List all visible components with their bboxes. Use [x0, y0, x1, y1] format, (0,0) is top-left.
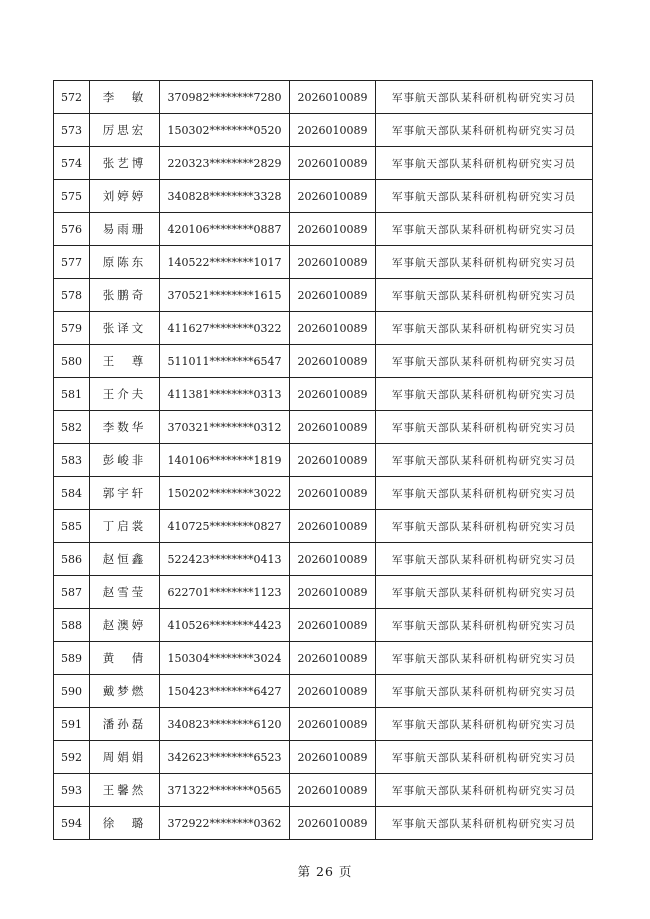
exam-code-cell: 2026010089 — [290, 147, 376, 180]
row-number-cell: 580 — [54, 345, 90, 378]
id-number-cell: 150302********0520 — [160, 114, 290, 147]
row-number-cell: 575 — [54, 180, 90, 213]
row-number-cell: 593 — [54, 774, 90, 807]
position-cell: 军事航天部队某科研机构研究实习员 — [376, 246, 593, 279]
position-cell: 军事航天部队某科研机构研究实习员 — [376, 576, 593, 609]
row-number-cell: 592 — [54, 741, 90, 774]
row-number-cell: 574 — [54, 147, 90, 180]
name-cell: 刘婷婷 — [90, 180, 160, 213]
exam-code-cell: 2026010089 — [290, 510, 376, 543]
exam-code-cell: 2026010089 — [290, 675, 376, 708]
row-number-cell: 581 — [54, 378, 90, 411]
id-number-cell: 411381********0313 — [160, 378, 290, 411]
exam-code-cell: 2026010089 — [290, 411, 376, 444]
table-row — [54, 81, 593, 114]
name-cell: 戴梦燃 — [90, 675, 160, 708]
table-row — [54, 708, 593, 741]
exam-code-cell: 2026010089 — [290, 708, 376, 741]
name-cell: 李 敏 — [90, 81, 160, 114]
id-number-cell: 370982********7280 — [160, 81, 290, 114]
row-number-cell: 579 — [54, 312, 90, 345]
row-number-cell: 586 — [54, 543, 90, 576]
row-number-cell: 578 — [54, 279, 90, 312]
position-cell: 军事航天部队某科研机构研究实习员 — [376, 675, 593, 708]
id-number-cell: 340823********6120 — [160, 708, 290, 741]
row-number-cell: 576 — [54, 213, 90, 246]
row-number-cell: 594 — [54, 807, 90, 840]
exam-code-cell: 2026010089 — [290, 246, 376, 279]
table-row — [54, 675, 593, 708]
row-number-cell: 577 — [54, 246, 90, 279]
name-cell: 郭宇轩 — [90, 477, 160, 510]
position-cell: 军事航天部队某科研机构研究实习员 — [376, 708, 593, 741]
exam-code-cell: 2026010089 — [290, 312, 376, 345]
id-number-cell: 522423********0413 — [160, 543, 290, 576]
exam-code-cell: 2026010089 — [290, 213, 376, 246]
exam-code-cell: 2026010089 — [290, 81, 376, 114]
id-number-cell: 410526********4423 — [160, 609, 290, 642]
row-number-cell: 590 — [54, 675, 90, 708]
row-number-cell: 583 — [54, 444, 90, 477]
exam-code-cell: 2026010089 — [290, 543, 376, 576]
id-number-cell: 342623********6523 — [160, 741, 290, 774]
position-cell: 军事航天部队某科研机构研究实习员 — [376, 279, 593, 312]
exam-code-cell: 2026010089 — [290, 774, 376, 807]
position-cell: 军事航天部队某科研机构研究实习员 — [376, 774, 593, 807]
id-number-cell: 420106********0887 — [160, 213, 290, 246]
id-number-cell: 220323********2829 — [160, 147, 290, 180]
table-row — [54, 180, 593, 213]
page-number: 第 26 页 — [297, 864, 353, 879]
name-cell: 赵雪莹 — [90, 576, 160, 609]
row-number-cell: 582 — [54, 411, 90, 444]
table-row — [54, 312, 593, 345]
id-number-cell: 370321********0312 — [160, 411, 290, 444]
position-cell: 军事航天部队某科研机构研究实习员 — [376, 411, 593, 444]
exam-code-cell: 2026010089 — [290, 378, 376, 411]
exam-code-cell: 2026010089 — [290, 345, 376, 378]
table-row — [54, 444, 593, 477]
id-number-cell: 411627********0322 — [160, 312, 290, 345]
position-cell: 军事航天部队某科研机构研究实习员 — [376, 345, 593, 378]
name-cell: 赵澳婷 — [90, 609, 160, 642]
position-cell: 军事航天部队某科研机构研究实习员 — [376, 477, 593, 510]
row-number-cell: 587 — [54, 576, 90, 609]
name-cell: 黄 倩 — [90, 642, 160, 675]
id-number-cell: 511011********6547 — [160, 345, 290, 378]
roster-table-body — [54, 81, 593, 840]
position-cell: 军事航天部队某科研机构研究实习员 — [376, 543, 593, 576]
row-number-cell: 585 — [54, 510, 90, 543]
position-cell: 军事航天部队某科研机构研究实习员 — [376, 807, 593, 840]
name-cell: 原陈东 — [90, 246, 160, 279]
row-number-cell: 589 — [54, 642, 90, 675]
position-cell: 军事航天部队某科研机构研究实习员 — [376, 444, 593, 477]
name-cell: 周娟娟 — [90, 741, 160, 774]
table-row — [54, 543, 593, 576]
table-row — [54, 477, 593, 510]
name-cell: 王馨然 — [90, 774, 160, 807]
position-cell: 军事航天部队某科研机构研究实习员 — [376, 609, 593, 642]
table-row — [54, 741, 593, 774]
id-number-cell: 372922********0362 — [160, 807, 290, 840]
id-number-cell: 150423********6427 — [160, 675, 290, 708]
exam-code-cell: 2026010089 — [290, 576, 376, 609]
table-row — [54, 576, 593, 609]
id-number-cell: 340828********3328 — [160, 180, 290, 213]
name-cell: 张艺博 — [90, 147, 160, 180]
name-cell: 徐 璐 — [90, 807, 160, 840]
id-number-cell: 370521********1615 — [160, 279, 290, 312]
name-cell: 张鹏奇 — [90, 279, 160, 312]
table-row — [54, 246, 593, 279]
table-row — [54, 279, 593, 312]
row-number-cell: 584 — [54, 477, 90, 510]
name-cell: 张译文 — [90, 312, 160, 345]
position-cell: 军事航天部队某科研机构研究实习员 — [376, 378, 593, 411]
id-number-cell: 622701********1123 — [160, 576, 290, 609]
id-number-cell: 410725********0827 — [160, 510, 290, 543]
name-cell: 赵恒鑫 — [90, 543, 160, 576]
row-number-cell: 572 — [54, 81, 90, 114]
table-row — [54, 807, 593, 840]
name-cell: 厉思宏 — [90, 114, 160, 147]
exam-code-cell: 2026010089 — [290, 444, 376, 477]
position-cell: 军事航天部队某科研机构研究实习员 — [376, 81, 593, 114]
exam-code-cell: 2026010089 — [290, 807, 376, 840]
position-cell: 军事航天部队某科研机构研究实习员 — [376, 213, 593, 246]
exam-code-cell: 2026010089 — [290, 180, 376, 213]
table-row — [54, 114, 593, 147]
name-cell: 李数华 — [90, 411, 160, 444]
id-number-cell: 371322********0565 — [160, 774, 290, 807]
table-row — [54, 378, 593, 411]
position-cell: 军事航天部队某科研机构研究实习员 — [376, 180, 593, 213]
name-cell: 王 尊 — [90, 345, 160, 378]
row-number-cell: 573 — [54, 114, 90, 147]
position-cell: 军事航天部队某科研机构研究实习员 — [376, 741, 593, 774]
name-cell: 丁启裳 — [90, 510, 160, 543]
table-row — [54, 774, 593, 807]
exam-code-cell: 2026010089 — [290, 642, 376, 675]
exam-code-cell: 2026010089 — [290, 609, 376, 642]
table-row — [54, 510, 593, 543]
position-cell: 军事航天部队某科研机构研究实习员 — [376, 114, 593, 147]
name-cell: 易雨珊 — [90, 213, 160, 246]
id-number-cell: 140106********1819 — [160, 444, 290, 477]
table-row — [54, 609, 593, 642]
position-cell: 军事航天部队某科研机构研究实习员 — [376, 642, 593, 675]
table-row — [54, 411, 593, 444]
table-row — [54, 642, 593, 675]
table-row — [54, 147, 593, 180]
id-number-cell: 150202********3022 — [160, 477, 290, 510]
exam-code-cell: 2026010089 — [290, 279, 376, 312]
exam-code-cell: 2026010089 — [290, 114, 376, 147]
id-number-cell: 140522********1017 — [160, 246, 290, 279]
id-number-cell: 150304********3024 — [160, 642, 290, 675]
row-number-cell: 588 — [54, 609, 90, 642]
name-cell: 彭峻非 — [90, 444, 160, 477]
name-cell: 潘孙磊 — [90, 708, 160, 741]
roster-table-container — [53, 80, 592, 840]
table-row — [54, 345, 593, 378]
roster-table — [53, 80, 593, 840]
name-cell: 王介夫 — [90, 378, 160, 411]
table-row — [54, 213, 593, 246]
position-cell: 军事航天部队某科研机构研究实习员 — [376, 312, 593, 345]
row-number-cell: 591 — [54, 708, 90, 741]
exam-code-cell: 2026010089 — [290, 741, 376, 774]
position-cell: 军事航天部队某科研机构研究实习员 — [376, 510, 593, 543]
exam-code-cell: 2026010089 — [290, 477, 376, 510]
position-cell: 军事航天部队某科研机构研究实习员 — [376, 147, 593, 180]
